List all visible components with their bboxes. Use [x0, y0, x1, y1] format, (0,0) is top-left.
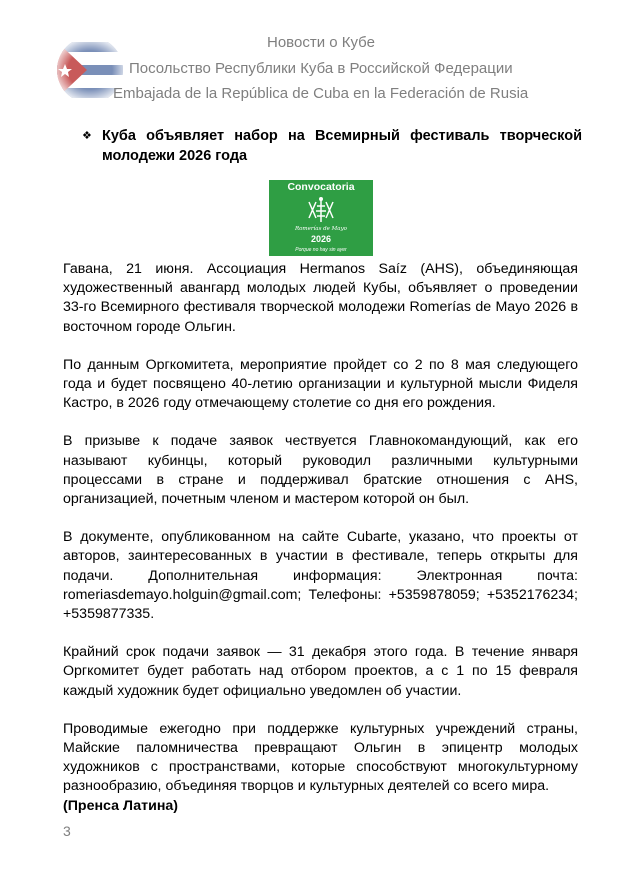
article-paragraph: Гавана, 21 июня. Ассоциация Hermanos Saíz (AHS), объединяющая художественный авангард молодых людей Кубы, объявляет о проведении 33-го Всемирного фестиваля творческой молодежи Romerías de Mayo 2026 в восточном городе Ольгин. — [63, 261, 578, 335]
article-source: (Пренса Латина) — [63, 797, 178, 814]
article-paragraph: В призыве к подаче заявок чествуется Главнокомандующий, как его называют кубинцы, который руководил различными культурными процессами в стране и поддерживал братские отношения с AHS, организацией, почетным членом и мастером которой он был. — [63, 433, 578, 508]
poster-script-title: Romerías de Mayo — [294, 226, 347, 232]
article-paragraph: Проводимые ежегодно при поддержке культурных учреждений страны, Майские паломничества превращают Ольгин в эпицентр молодых художников с пространствами, которые способствуют многокультурному разнообразию, объединяя творцов и культурных деятелей со всего мира. — [63, 720, 578, 795]
festival-emblem-icon — [303, 196, 339, 226]
header-line-embassy-es: Embajada de la República de Cuba en la Federación de Rusia — [113, 85, 529, 102]
diamond-bullet-icon: ❖ — [82, 130, 92, 142]
article-body — [63, 260, 578, 816]
article-paragraph: По данным Оргкомитета, мероприятие пройдет со 2 по 8 мая следующего года и будет посвящено 40-летию организации и культурной мысли Фиделя Кастро, в 2026 году отмечающему столетие со дня его рождения. — [63, 356, 578, 412]
article-headline — [82, 126, 582, 166]
page-header — [0, 0, 626, 110]
article-paragraph: В документе, опубликованном на сайте Cubarte, указано, что проекты от авторов, заинтересованных в участии в фестивале, теперь открыты для подачи. Дополнительная информация: Электронная почта: romeriasdemayo.holguin@gmail.com; Телефоны: +5359878059; +5352176234; +5359877335. — [63, 529, 578, 623]
header-line-news: Новости о Кубе — [267, 34, 375, 51]
page-number: 3 — [63, 823, 71, 839]
article-paragraph: Крайний срок подачи заявок — 31 декабря этого года. В течение января Оргкомитет будет работать над отбором проектов, а с 1 по 15 февраля каждый художник будет официально уведомлен об участии. — [63, 644, 578, 699]
poster-footer: Porque no hay sin ayer — [295, 247, 347, 253]
festival-poster-image — [269, 180, 373, 256]
article-title: Куба объявляет набор на Всемирный фестиваль творческой молодежи 2026 года — [102, 128, 582, 164]
poster-year: 2026 — [310, 234, 332, 244]
poster-heading: Convocatoria — [287, 181, 355, 193]
header-line-embassy-ru: Посольство Республики Куба в Российской Федерации — [129, 60, 513, 77]
